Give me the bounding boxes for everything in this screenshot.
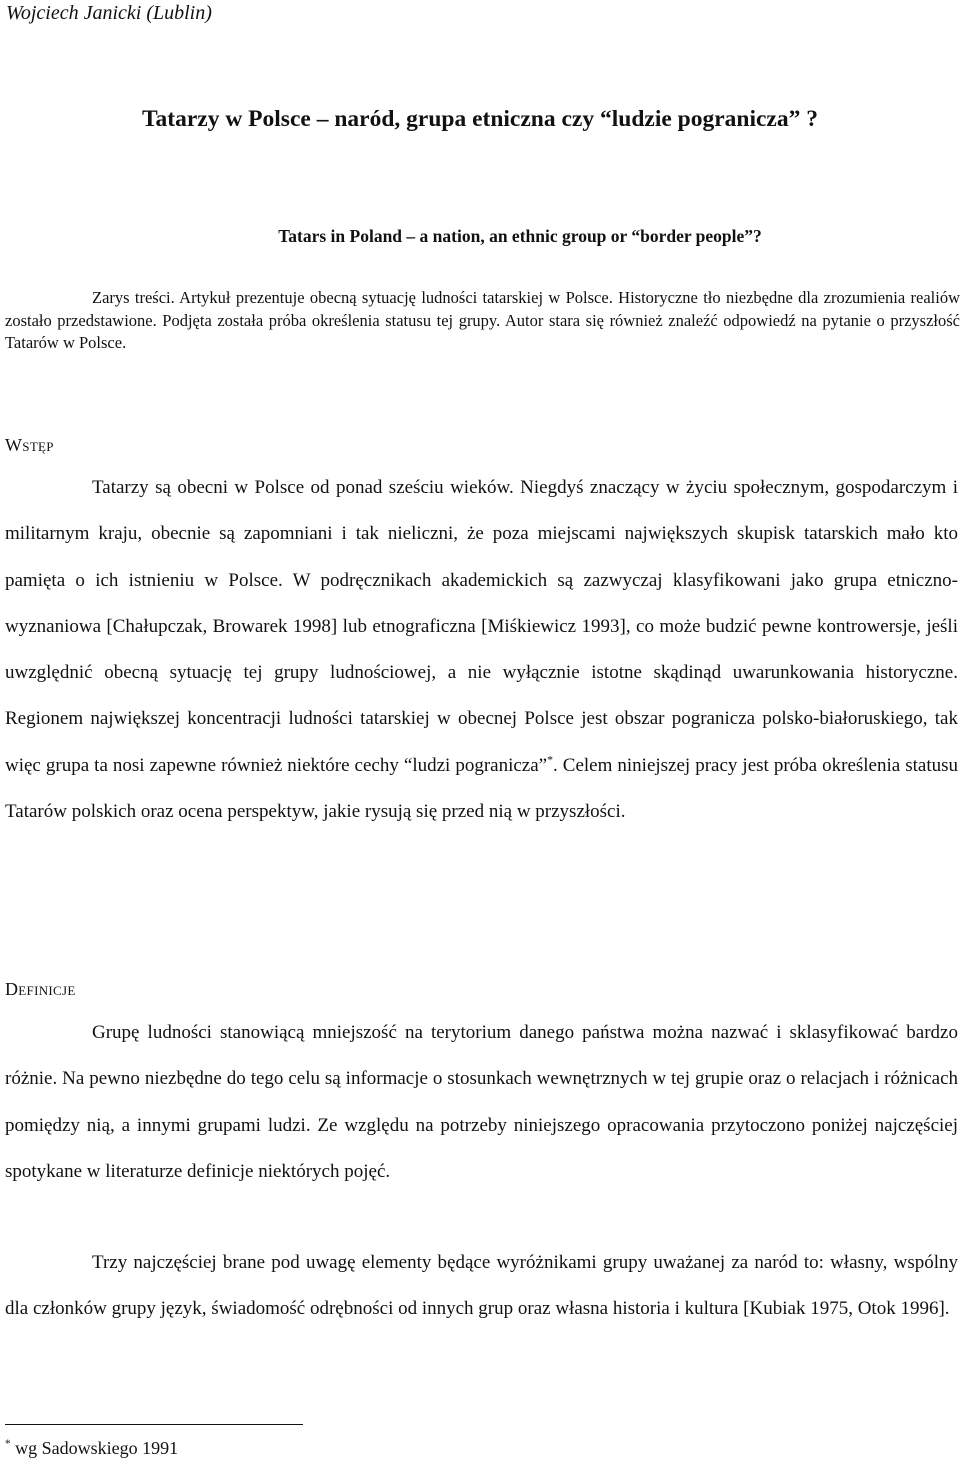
abstract: Zarys treści. Artykuł prezentuje obecną sytuację ludności tatarskiej w Polsce. Historyczne tło niezbędne dla zrozumienia realiów zostało przedstawione. Podjęta została próba określenia statusu tej grupy. Autor stara się również znaleźć odpowiedź na pytanie o przyszłość Tatarów w Polsce. (5, 288, 960, 352)
title-polish: Tatarzy w Polsce – naród, grupa etniczna czy “ludzie pogranicza” ? (142, 106, 818, 132)
author-line: Wojciech Janicki (Lublin) (6, 2, 212, 24)
paragraph-wstep (5, 465, 958, 835)
footnote (5, 1436, 178, 1460)
paragraph-definicje-1: Grupę ludności stanowiącą mniejszość na terytorium danego państwa można nazwać i sklasyfikować bardzo różnie. Na pewno niezbędne do tego celu są informacje o stosunkach wewnętrznych w tej grupie oraz o relacjach i różnicach pomiędzy nią, a innymi grupami ludzi. Ze względu na potrzeby niniejszego opracowania przytoczono poniżej najczęściej spotykane w literaturze definicje niektórych pojęć. (5, 1022, 958, 1182)
title-english: Tatars in Poland – a nation, an ethnic group or “border people”? (278, 226, 762, 246)
footnote-mark: * (5, 1438, 11, 1450)
footnote-reference-mark[interactable]: * (547, 753, 553, 767)
footnote-separator (5, 1424, 303, 1425)
paragraph-wstep-text-b: . Celem niniejszej pracy jest próba określenia statusu Tatarów polskich oraz ocena perspektyw, jakie rysują się przed nią w przyszłości. (5, 754, 959, 823)
section-heading-definicje: Definicje (5, 979, 76, 999)
paragraph-definicje-2: Trzy najczęściej brane pod uwagę elementy będące wyróżnikami grupy uważanej za naród to: własny, wspólny dla członków grupy język, świadomość odrębności od innych grup oraz własna historia i kultura [Kubiak 1975, Otok 1996]. (5, 1252, 958, 1320)
paragraph-wstep-text-a: Tatarzy są obecni w Polsce od ponad sześciu wieków. Niegdyś znaczący w życiu społecznym, gospodarczym i militarnym kraju, obecnie są zapomniani i tak nieliczni, że poza miejscami największych skupisk tatarskich mało kto pamięta o ich istnieniu w Polsce. W podręcznikach akademickich są zazwyczaj klasyfikowani jako grupa etniczno-wyznaniowa [Chałupczak, Browarek 1998] lub etnograficzna [Miśkiewicz 1993], co może budzić pewne kontrowersje, jeśli uwzględnić obecną sytuację tej grupy ludnościowej, a nie wyłącznie istotne skądinąd uwarunkowania historyczne. Regionem największej koncentracji ludności tatarskiej w obecnej Polsce jest obszar pogranicza polsko-białoruskiego, tak więc grupa ta nosi zapewne również niektóre cechy “ludzi pogranicza” (5, 477, 958, 776)
footnote-text: wg Sadowskiego 1991 (10, 1438, 179, 1458)
section-heading-wstep: Wstęp (5, 435, 54, 455)
